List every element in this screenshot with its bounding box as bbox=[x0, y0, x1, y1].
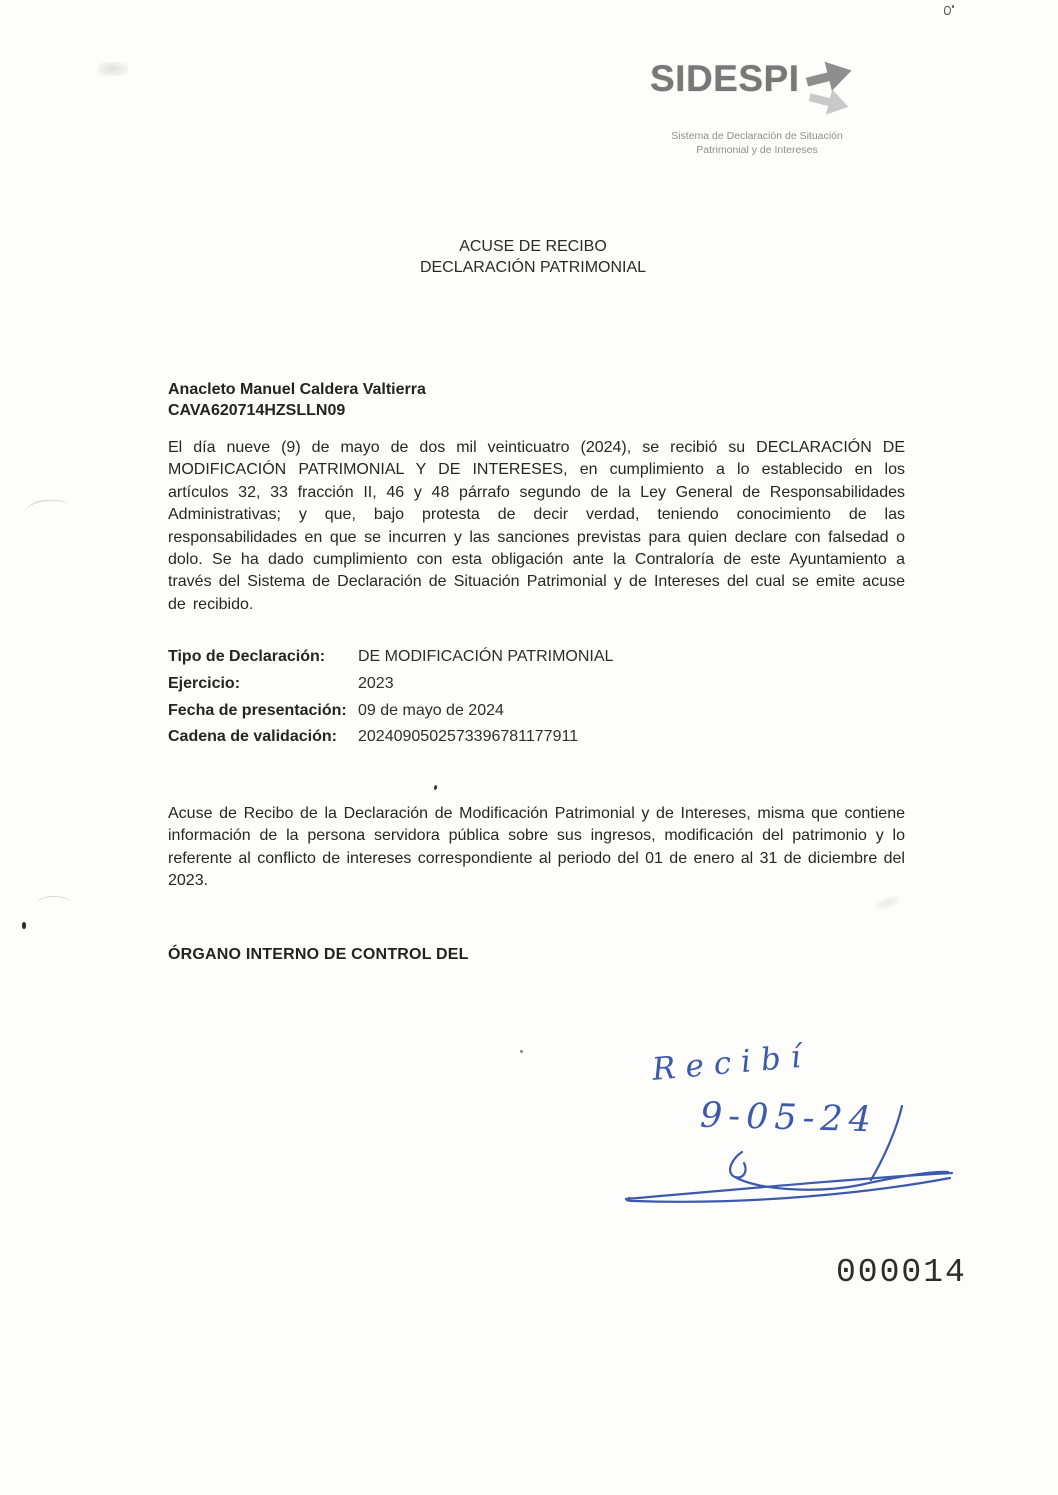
sidespi-logo-text: SIDESPI bbox=[650, 58, 800, 99]
folio-number-stamp: 000014 bbox=[836, 1254, 967, 1291]
handwritten-signature bbox=[610, 1100, 970, 1220]
sidespi-logo bbox=[650, 56, 868, 157]
sidespi-tagline-line1: Sistema de Declaración de Situación bbox=[671, 130, 843, 142]
recipient-name: Anacleto Manuel Caldera Valtierra bbox=[168, 381, 426, 398]
detail-value: 2023 bbox=[358, 674, 394, 692]
detail-label: Cadena de validación: bbox=[168, 728, 337, 746]
detail-row-cadena bbox=[168, 724, 808, 751]
sidespi-tagline-line2: Patrimonial y de Intereses bbox=[696, 143, 818, 156]
scan-artifact bbox=[873, 894, 901, 912]
scan-artifact bbox=[23, 498, 68, 516]
detail-row-fecha bbox=[168, 698, 808, 725]
scan-artifact bbox=[520, 1050, 523, 1053]
document-title-line1: ACUSE DE RECIBO bbox=[459, 238, 607, 255]
scan-artifact bbox=[943, 5, 952, 15]
scan-artifact bbox=[36, 896, 70, 906]
detail-label: Ejercicio: bbox=[168, 674, 241, 692]
document-title bbox=[0, 236, 1058, 278]
recipient-curp: CAVA620714HZSLLN09 bbox=[168, 401, 346, 419]
double-arrow-right-icon bbox=[802, 58, 862, 129]
office-heading: ÓRGANO INTERNO DE CONTROL DEL bbox=[168, 946, 469, 963]
scan-artifact bbox=[98, 62, 128, 76]
document-title-line2: DECLARACIÓN PATRIMONIAL bbox=[419, 259, 647, 276]
detail-label: Tipo de Declaración: bbox=[168, 648, 326, 665]
detail-label: Fecha de presentación: bbox=[168, 701, 347, 719]
scan-artifact bbox=[22, 922, 26, 929]
recipient-block bbox=[168, 380, 426, 421]
detail-value: 09 de mayo de 2024 bbox=[358, 701, 504, 719]
detail-row-tipo bbox=[168, 644, 808, 671]
body-paragraph: El día nueve (9) de mayo de dos mil veinticuatro (2024), se recibió su DECLARACIÓN DE MODIFICACIÓN PATRIMONIAL Y DE INTERESES, en cumplimiento a lo establecido en los artículos 32, 33 fracción II, 46 y 48 párrafo segundo de la Ley General de Responsabilidades Administrativas; y que, bajo protesta de decir verdad, teniendo conocimiento de las responsabilidades en que se incurren y las sanciones previstas para quien declare con falsedad o dolo. Se ha dado cumplimiento con esta obligación ante la Contraloría de este Ayuntamiento a través del Sistema de Declaración de Situación Patrimonial y de Intereses del cual se emite acuse de recibido. bbox=[168, 439, 905, 613]
handwritten-date: 9-05-24 bbox=[699, 1095, 878, 1141]
scan-artifact bbox=[433, 785, 437, 791]
declaration-details bbox=[168, 644, 808, 751]
detail-row-ejercicio bbox=[168, 671, 808, 698]
detail-value: 2024090502573396781177911 bbox=[358, 728, 579, 746]
summary-paragraph: Acuse de Recibo de la Declaración de Modificación Patrimonial y de Intereses, misma que contiene información de la persona servidora pública sobre sus ingresos, modificación del patrimonio y lo referente al conflicto de intereses correspondiente al periodo del 01 de enero al 31 de diciembre del 2023. bbox=[168, 805, 905, 890]
scan-artifact bbox=[952, 5, 954, 8]
sidespi-tagline bbox=[650, 130, 864, 157]
detail-value: DE MODIFICACIÓN PATRIMONIAL bbox=[358, 648, 614, 665]
handwritten-recibi: Recibí bbox=[650, 1038, 813, 1088]
